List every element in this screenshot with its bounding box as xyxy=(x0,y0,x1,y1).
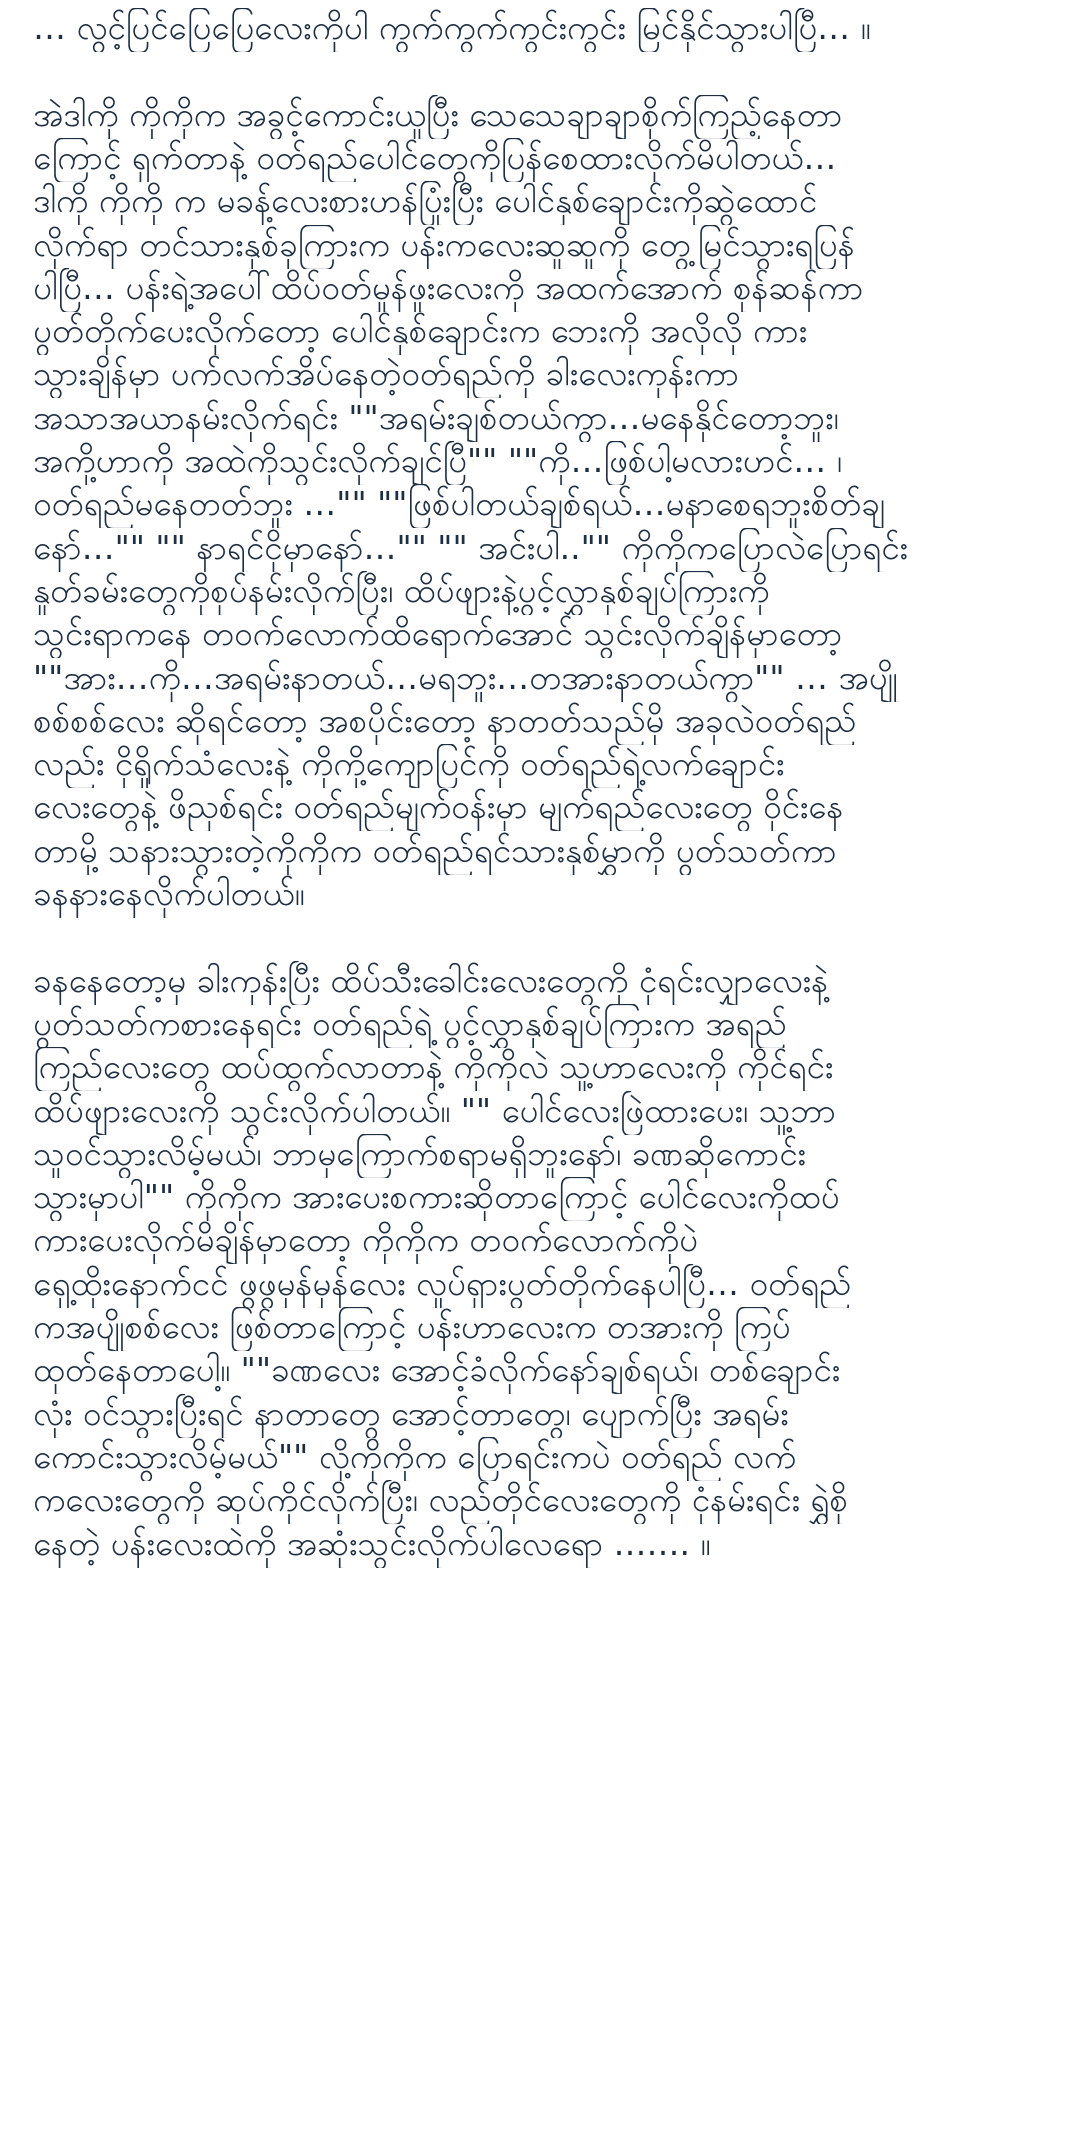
story-text-line: လုံး ဝင်သွားပြီးရင် နာတာတွေ အောင့်တာတွေ၊ ပျောက်ပြီး အရမ်း xyxy=(33,1393,789,1433)
story-text-line: နော်…"" "" နာရင်ငိုမှာနော်…"" "" အင်းပါ.."" ကိုကိုကပြောလဲပြောရင်း xyxy=(33,527,908,567)
story-text-line: အကို့ဟာကို အထဲကိုသွင်းလိုက်ချင်ပြီ"" ""ကို…ဖြစ်ပါ့မလားဟင်… ၊ xyxy=(33,441,842,480)
story-text-line: စစ်စစ်လေး ဆိုရင်တော့ အစပိုင်းတော့ နာတတ်သည်မို အခုလဲဝတ်ရည် xyxy=(33,700,857,740)
story-text-line: လေးတွေနဲ့ ဖိညှစ်ရင်း ဝတ်ရည်မျက်ဝန်းမှာ မျက်ရည်လေးတွေ ဝိုင်းနေ xyxy=(33,787,844,827)
story-text-line: … လွင့်ပြင်ပြေပြေလေးကိုပါ ကွက်ကွက်ကွင်းကွင်း မြင်နိုင်သွားပါပြီ… ။ xyxy=(33,8,871,47)
story-text-line: ခနနားနေလိုက်ပါတယ်။ xyxy=(33,874,305,913)
paragraph-gap xyxy=(33,917,1053,961)
story-text-line: လည်း ငိုရှိုက်သံလေးနဲ့ ကိုကို့ကျောပြင်ကို ဝတ်ရည်ရဲ့လက်ချောင်း xyxy=(33,744,785,784)
story-text-line: ထိပ်ဖျားလေးကို သွင်းလိုက်ပါတယ်။ "" ပေါင်လေးဖြဲထားပေး၊ သူ့ဘာ xyxy=(33,1090,836,1130)
story-text-line: ကောင်းသွားလိမ့်မယ်"" လို့ကိုကိုက ပြောရင်းကပဲ ဝတ်ရည် လက် xyxy=(33,1436,797,1476)
story-text-line: သွားမှာပါ"" ကိုကိုက အားပေးစကားဆိုတာကြောင့် ပေါင်လေးကိုထပ် xyxy=(33,1177,840,1217)
story-text-line: ပါပြီ… ပန်းရဲ့အပေါ်ထိပ်ဝတ်မှုန်ဖူးလေးကို အထက်အောက် စုန်ဆန်ကာ xyxy=(33,267,864,307)
story-text-line: ကြည်လေးတွေ ထပ်ထွက်လာတာနဲ့ ကိုကိုလဲ သူ့ဟာလေးကို ကိုင်ရင်း xyxy=(33,1047,834,1087)
story-text-line: အသာအယာနမ်းလိုက်ရင်း ""အရမ်းချစ်တယ်ကွာ…မနေနိုင်တော့ဘူး၊ xyxy=(33,397,839,437)
story-text-line: ခနနေတော့မှ ခါးကုန်းပြီး ထိပ်သီးခေါင်းလေးတွေကို ငုံရင်းလျှာလေးနဲ့ xyxy=(33,960,829,1000)
story-text-line: သွားချိန်မှာ ပက်လက်အိပ်နေတဲ့ဝတ်ရည်ကို ခါးလေးကုန်းကာ xyxy=(33,354,739,394)
story-text-line: ဝတ်ရည်မနေတတ်ဘူး …"" ""ဖြစ်ပါတယ်ချစ်ရယ်…မနာစေရဘူးစိတ်ချ xyxy=(33,484,886,524)
story-text-line: ပွတ်သတ်ကစားနေရင်း ဝတ်ရည်ရဲ့ ပွင့်လွှာနှစ်ချပ်ကြားက အရည် xyxy=(33,1003,787,1043)
story-text-line: သွင်းရာကနေ တဝက်လောက်ထိရောက်အောင် သွင်းလိုက်ချိန်မှာတော့ xyxy=(33,614,843,654)
story-text-line: ပွတ်တိုက်ပေးလိုက်တော့ ပေါင်နှစ်ချောင်းက ဘေးကို အလိုလို ကား xyxy=(33,311,808,351)
story-text-line: သူဝင်သွားလိမ့်မယ်၊ ဘာမှကြောက်စရာမရှိဘူးနော်၊ ခဏဆိုကောင်း xyxy=(33,1133,806,1173)
story-text-line: ဒါကို ကိုကို က မခန့်လေးစားဟန်ပြုံးပြီး ပေါင်နှစ်ချောင်းကိုဆွဲထောင် xyxy=(33,181,818,221)
paragraph-gap xyxy=(33,51,1053,95)
story-text-line: ကလေးတွေကို ဆုပ်ကိုင်လိုက်ပြီး၊ လည်တိုင်လေးတွေကို ငုံနမ်းရင်း ရွှဲစို xyxy=(33,1480,848,1520)
story-text-line: နှုတ်ခမ်းတွေကိုစုပ်နမ်းလိုက်ပြီး၊ ထိပ်ဖျားနဲ့ပွင့်လွှာနှစ်ချပ်ကြားကို xyxy=(33,570,770,610)
story-text-line: ကားပေးလိုက်မိချိန်မှာတော့ ကိုကိုက တဝက်လောက်ကိုပဲ xyxy=(33,1220,698,1260)
story-text-line: ထုတ်နေတာပေါ့။ ""ခဏလေး အောင့်ခံလိုက်နော်ချစ်ရယ်၊ တစ်ချောင်း xyxy=(33,1350,841,1390)
story-text-line: အဲဒါကို ကိုကိုက အခွင့်ကောင်းယူပြီး သေသေချာချာစိုက်ကြည့်နေတာ xyxy=(33,94,843,134)
story-text-line: နေတဲ့ ပန်းလေးထဲကို အဆုံးသွင်းလိုက်ပါလေရော ……. ။ xyxy=(33,1523,711,1563)
story-text-line: ကအပျိုစစ်လေး ဖြစ်တာကြောင့် ပန်းဟာလေးက တအားကို ကြပ် xyxy=(33,1307,791,1346)
story-text-line: ""အား…ကို…အရမ်းနာတယ်…မရဘူး…တအားနာတယ်ကွာ"" … အပျို xyxy=(33,657,898,697)
story-text-line: ရှေ့ထိုးနောက်ငင် ဖွဖွမှန်မှန်လေး လှုပ်ရှားပွတ်တိုက်နေပါပြီ… ဝတ်ရည် xyxy=(33,1263,851,1303)
story-text-line: ကြောင့် ရှက်တာနဲ့ ဝတ်ရည်ပေါင်တွေကိုပြန်စေထားလိုက်မိပါတယ်… xyxy=(33,137,837,177)
story-text-line: လိုက်ရာ တင်သားနှစ်ခုကြားက ပန်းကလေးဆူဆူကို တွေ့မြင်သွားရပြန် xyxy=(33,224,855,264)
story-text-line: တာမို့ သနားသွားတဲ့ကိုကိုက ဝတ်ရည်ရင်သားနှစ်မွှာကို ပွတ်သတ်ကာ xyxy=(33,830,837,870)
